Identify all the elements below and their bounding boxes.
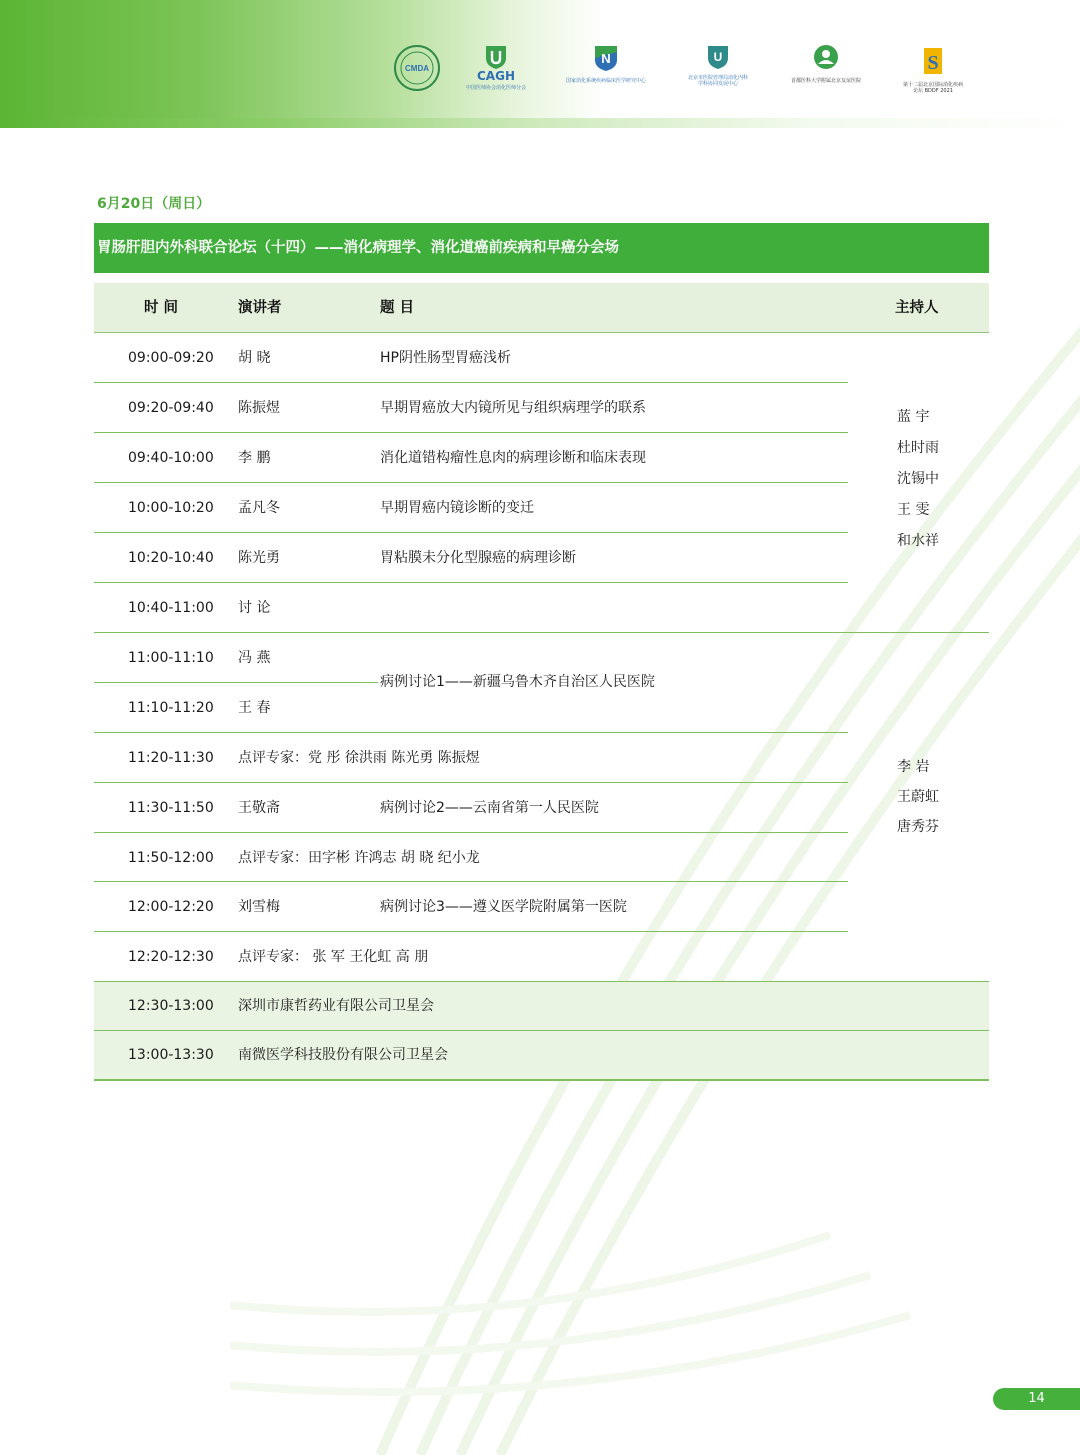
row-time: 11:50-12:00 bbox=[128, 850, 214, 866]
nccd-shield-icon bbox=[593, 44, 619, 72]
satellite-row bbox=[94, 1031, 989, 1079]
row-time: 10:40-11:00 bbox=[128, 600, 214, 616]
moderator-name: 杜时雨 bbox=[897, 440, 939, 456]
bddf-logo-caption: 第十二届北京国际消化疾病论坛 BDDF 2021 bbox=[902, 82, 963, 94]
row-topic: 胃粘膜未分化型腺癌的病理诊断 bbox=[380, 550, 576, 566]
row-time: 09:20-09:40 bbox=[128, 400, 214, 416]
row-time: 09:00-09:20 bbox=[128, 350, 214, 366]
table-row bbox=[94, 583, 848, 633]
row-topic: HP阴性肠型胃癌浅析 bbox=[380, 350, 511, 366]
table-row bbox=[94, 833, 848, 883]
moderator-name: 王 雯 bbox=[897, 502, 930, 518]
bddf-logo bbox=[902, 44, 964, 104]
row-speaker: 冯 燕 bbox=[238, 650, 271, 666]
beijing-center-logo-caption: 北京市医院管理局消化内科学科协同发展中心 bbox=[688, 75, 749, 87]
column-header-topic: 题 目 bbox=[380, 300, 415, 316]
row-time: 11:30-11:50 bbox=[128, 800, 214, 816]
merged-topic-case-1: 病例讨论1——新疆乌鲁木齐自治区人民医院 bbox=[380, 657, 659, 707]
table-header bbox=[94, 283, 989, 333]
row-time: 13:00-13:30 bbox=[128, 1047, 214, 1063]
column-header-speaker: 演讲者 bbox=[238, 300, 282, 316]
moderator-name: 唐秀芬 bbox=[897, 819, 939, 835]
moderator-name: 蓝 宇 bbox=[897, 409, 930, 425]
table-row bbox=[94, 433, 848, 483]
row-speaker: 深圳市康哲药业有限公司卫星会 bbox=[238, 998, 434, 1014]
moderator-name: 和水祥 bbox=[897, 533, 939, 549]
bddf-logo-text: S bbox=[927, 52, 939, 74]
row-topic: 早期胃癌放大内镜所见与组织病理学的联系 bbox=[380, 400, 646, 416]
beijing-center-logo-text: U bbox=[713, 50, 723, 64]
row-topic: 病例讨论2——云南省第一人民医院 bbox=[380, 800, 599, 816]
nccd-logo bbox=[560, 44, 652, 104]
row-time: 09:40-10:00 bbox=[128, 450, 214, 466]
row-time: 12:20-12:30 bbox=[128, 949, 214, 965]
row-speaker: 孟凡冬 bbox=[238, 500, 280, 516]
row-time: 11:10-11:20 bbox=[128, 700, 214, 716]
table-bottom-rule bbox=[94, 1079, 989, 1081]
moderator-name: 沈锡中 bbox=[897, 471, 939, 487]
moderator-name: 李 岩 bbox=[897, 759, 930, 775]
table-row bbox=[94, 733, 848, 783]
friendship-hospital-logo bbox=[780, 44, 872, 104]
friendship-hospital-emblem-icon bbox=[813, 44, 839, 70]
row-speaker: 王 春 bbox=[238, 700, 271, 716]
row-speaker: 李 鹏 bbox=[238, 450, 271, 466]
table-row bbox=[94, 483, 848, 533]
row-speaker: 点评专家： 张 军 王化虹 高 朋 bbox=[238, 949, 429, 965]
column-header-time: 时 间 bbox=[144, 300, 179, 316]
friendship-hospital-logo-caption: 首都医科大学附属北京友谊医院 bbox=[790, 78, 861, 84]
row-time: 12:30-13:00 bbox=[128, 998, 214, 1014]
session-banner: 胃肠肝胆内外科联合论坛（十四）——消化病理学、消化道癌前疾病和早癌分会场 bbox=[94, 223, 989, 273]
table-row bbox=[94, 783, 848, 833]
cmda-emblem-icon bbox=[393, 44, 441, 92]
moderators-group-2 bbox=[897, 752, 939, 842]
beijing-center-shield-icon bbox=[706, 44, 730, 70]
row-speaker: 南微医学科技股份有限公司卫星会 bbox=[238, 1047, 448, 1063]
beijing-center-logo bbox=[686, 44, 750, 104]
row-topic: 消化道错构瘤性息肉的病理诊断和临床表现 bbox=[380, 450, 646, 466]
row-topic: 早期胃癌内镜诊断的变迁 bbox=[380, 500, 534, 516]
moderator-name: 王蔚虹 bbox=[897, 789, 939, 805]
nccd-logo-caption: 国家消化系统疾病临床医学研究中心 bbox=[565, 78, 646, 84]
row-time: 11:20-11:30 bbox=[128, 750, 214, 766]
cagh-shield-icon bbox=[483, 44, 509, 70]
row-speaker: 胡 晓 bbox=[238, 350, 271, 366]
table-row bbox=[94, 333, 848, 383]
table-row bbox=[94, 383, 848, 433]
cagh-logo bbox=[466, 44, 526, 104]
nccd-logo-text: N bbox=[601, 51, 611, 66]
row-speaker: 讨 论 bbox=[238, 600, 271, 616]
row-time: 10:20-10:40 bbox=[128, 550, 214, 566]
session-date: 6月20日（周日） bbox=[97, 196, 211, 212]
row-time: 10:00-10:20 bbox=[128, 500, 214, 516]
cmda-logo bbox=[392, 44, 442, 104]
header-stripe bbox=[0, 118, 1080, 128]
cagh-logo-text: CAGH bbox=[477, 69, 515, 83]
column-header-moderator: 主持人 bbox=[895, 300, 939, 316]
row-time: 11:00-11:10 bbox=[128, 650, 214, 666]
table-row bbox=[94, 882, 848, 932]
moderators-group-1 bbox=[897, 402, 939, 557]
row-topic: 病例讨论3——遵义医学院附属第一医院 bbox=[380, 899, 627, 915]
cmda-logo-text: CMDA bbox=[405, 64, 429, 73]
row-speaker: 王敬斋 bbox=[238, 800, 280, 816]
table-row bbox=[94, 533, 848, 583]
row-speaker: 陈光勇 bbox=[238, 550, 280, 566]
page-number: 14 bbox=[993, 1388, 1080, 1410]
row-time: 12:00-12:20 bbox=[128, 899, 214, 915]
row-speaker: 点评专家：党 彤 徐洪雨 陈光勇 陈振煜 bbox=[238, 750, 480, 766]
cagh-logo-caption: 中国医师协会消化医师分会 bbox=[466, 85, 527, 91]
row-speaker: 点评专家：田字彬 许鸿志 胡 晓 纪小龙 bbox=[238, 850, 480, 866]
satellite-row bbox=[94, 982, 989, 1030]
row-speaker: 陈振煜 bbox=[238, 400, 280, 416]
bddf-emblem-icon bbox=[918, 44, 948, 80]
row-speaker: 刘雪梅 bbox=[238, 899, 280, 915]
table-row bbox=[94, 932, 848, 982]
